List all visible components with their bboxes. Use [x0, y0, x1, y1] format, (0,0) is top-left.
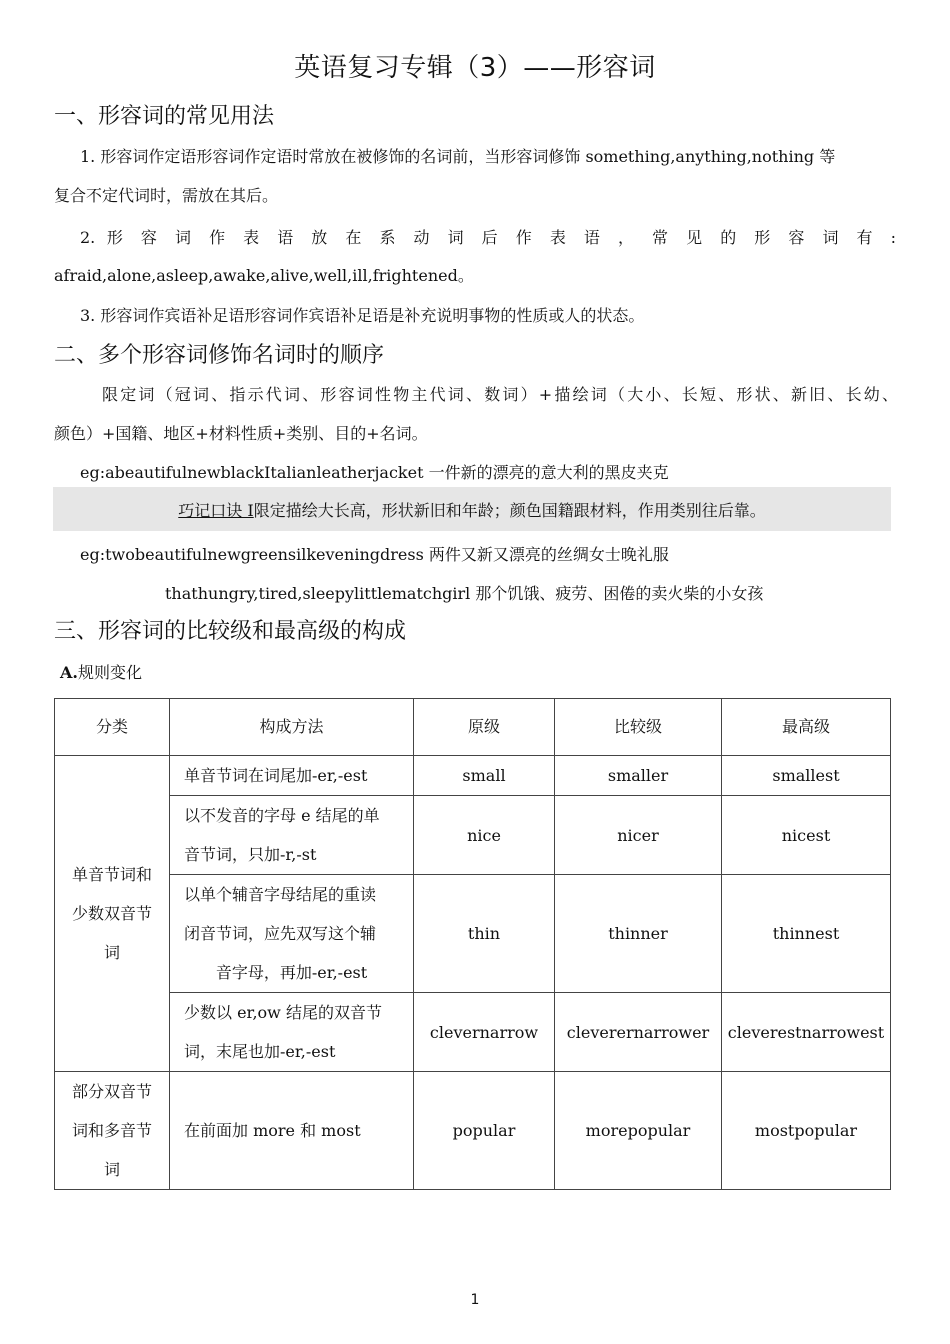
header-base: 原级: [414, 699, 555, 756]
paragraph-attributive-line1: 1. 形容词作定语形容词作定语时常放在被修饰的名词前，当形容词修饰 something,anything,nothing 等: [80, 147, 836, 166]
method-line: 闭音节词，应先双写这个辅: [184, 924, 377, 943]
method-cell: [170, 993, 414, 1072]
section-heading-comparison: 三、形容词的比较级和最高级的构成: [54, 619, 407, 644]
header-comparative: 比较级: [555, 699, 722, 756]
subsection-label: 规则变化: [77, 663, 142, 682]
subsection-regular-changes: [60, 663, 142, 683]
base-cell: nice: [414, 796, 555, 875]
example-match-girl: thathungry,tired,sleepylittlematchgirl 那个饥饿、疲劳、困倦的卖火柴的小女孩: [165, 584, 764, 603]
method-line: 少数以 er,ow 结尾的双音节: [184, 1003, 382, 1022]
mnemonic-rule: 限定描绘大长高，形状新旧和年龄；颜色国籍跟材料，作用类别往后靠。: [253, 501, 766, 520]
group-line: 部分双音节: [71, 1082, 152, 1101]
paragraph-complement: 3. 形容词作宾语补足语形容词作宾语补足语是补充说明事物的性质或人的状态。: [80, 306, 645, 325]
comparative-cell: morepopular: [555, 1072, 722, 1190]
page-number: 1: [470, 1292, 480, 1308]
comparative-cell: nicer: [555, 796, 722, 875]
header-superlative: 最高级: [722, 699, 891, 756]
comparative-cell: thinner: [555, 875, 722, 993]
table-row: [55, 1072, 891, 1190]
method-line: 在前面加 more 和 most: [184, 1121, 361, 1140]
table-row: [55, 796, 891, 875]
method-line: 词，末尾也加-er,-est: [184, 1042, 336, 1061]
comparison-table: [54, 698, 891, 1190]
header-method: 构成方法: [170, 699, 414, 756]
group-line: 词: [103, 943, 120, 962]
method-cell: [170, 756, 414, 796]
paragraph-predicative-line2: afraid,alone,asleep,awake,alive,well,ill,frightened。: [54, 266, 474, 285]
group-line: 单音节词和: [71, 865, 152, 884]
table-row: [55, 756, 891, 796]
method-line: 以不发音的字母 e 结尾的单: [184, 806, 380, 825]
header-category: 分类: [55, 699, 170, 756]
group-polysyllabic: [55, 1072, 170, 1190]
group-line: 词: [103, 1160, 120, 1179]
superlative-cell: nicest: [722, 796, 891, 875]
section-heading-usage: 一、形容词的常见用法: [54, 104, 275, 129]
method-cell: [170, 875, 414, 993]
paragraph-attributive-line2: 复合不定代词时，需放在其后。: [54, 186, 279, 205]
method-cell: [170, 796, 414, 875]
table-header-row: [55, 699, 891, 756]
method-line: 以单个辅音字母结尾的重读: [184, 885, 377, 904]
subsection-marker: A.: [60, 663, 78, 682]
table-row: [55, 993, 891, 1072]
base-cell: small: [414, 756, 555, 796]
example-jacket: eg:abeautifulnewblackItalianleatherjacket 一件新的漂亮的意大利的黑皮夹克: [80, 463, 669, 482]
group-monosyllabic: [55, 756, 170, 1072]
superlative-cell: cleverestnarrowest: [722, 993, 891, 1072]
comparative-cell: cleverernarrower: [555, 993, 722, 1072]
section-heading-order: 二、多个形容词修饰名词时的顺序: [54, 343, 385, 368]
method-line: 音节词，只加-r,-st: [184, 845, 317, 864]
paragraph-order-line2: 颜色）+国籍、地区+材料性质+类别、目的+名词。: [54, 424, 428, 443]
mnemonic-text: [53, 501, 891, 521]
group-line: 少数双音节: [71, 904, 152, 923]
paragraph-predicative-line1: 2. 形 容 词 作 表 语 放 在 系 动 词 后 作 表 语 ， 常 见 的 形 容 词 有 :: [80, 228, 896, 247]
base-cell: popular: [414, 1072, 555, 1190]
mnemonic-label: 巧记口诀 I: [178, 501, 254, 520]
table-row: [55, 875, 891, 993]
superlative-cell: thinnest: [722, 875, 891, 993]
base-cell: thin: [414, 875, 555, 993]
superlative-cell: mostpopular: [722, 1072, 891, 1190]
method-line: 单音节词在词尾加-er,-est: [184, 766, 368, 785]
paragraph-order-line1: 限定词（冠词、指示代词、形容词性物主代词、数词）+描绘词（大小、长短、形状、新旧、长幼、: [102, 385, 898, 404]
method-line: 音字母，再加-er,-est: [215, 963, 368, 982]
superlative-cell: smallest: [722, 756, 891, 796]
example-dress: eg:twobeautifulnewgreensilkeveningdress 两件又新又漂亮的丝绸女士晚礼服: [80, 545, 669, 564]
group-line: 词和多音节: [71, 1121, 152, 1140]
page-title: 英语复习专辑（3）——形容词: [294, 53, 656, 83]
comparative-cell: smaller: [555, 756, 722, 796]
method-cell: [170, 1072, 414, 1190]
base-cell: clevernarrow: [414, 993, 555, 1072]
mnemonic-box: [53, 487, 891, 531]
